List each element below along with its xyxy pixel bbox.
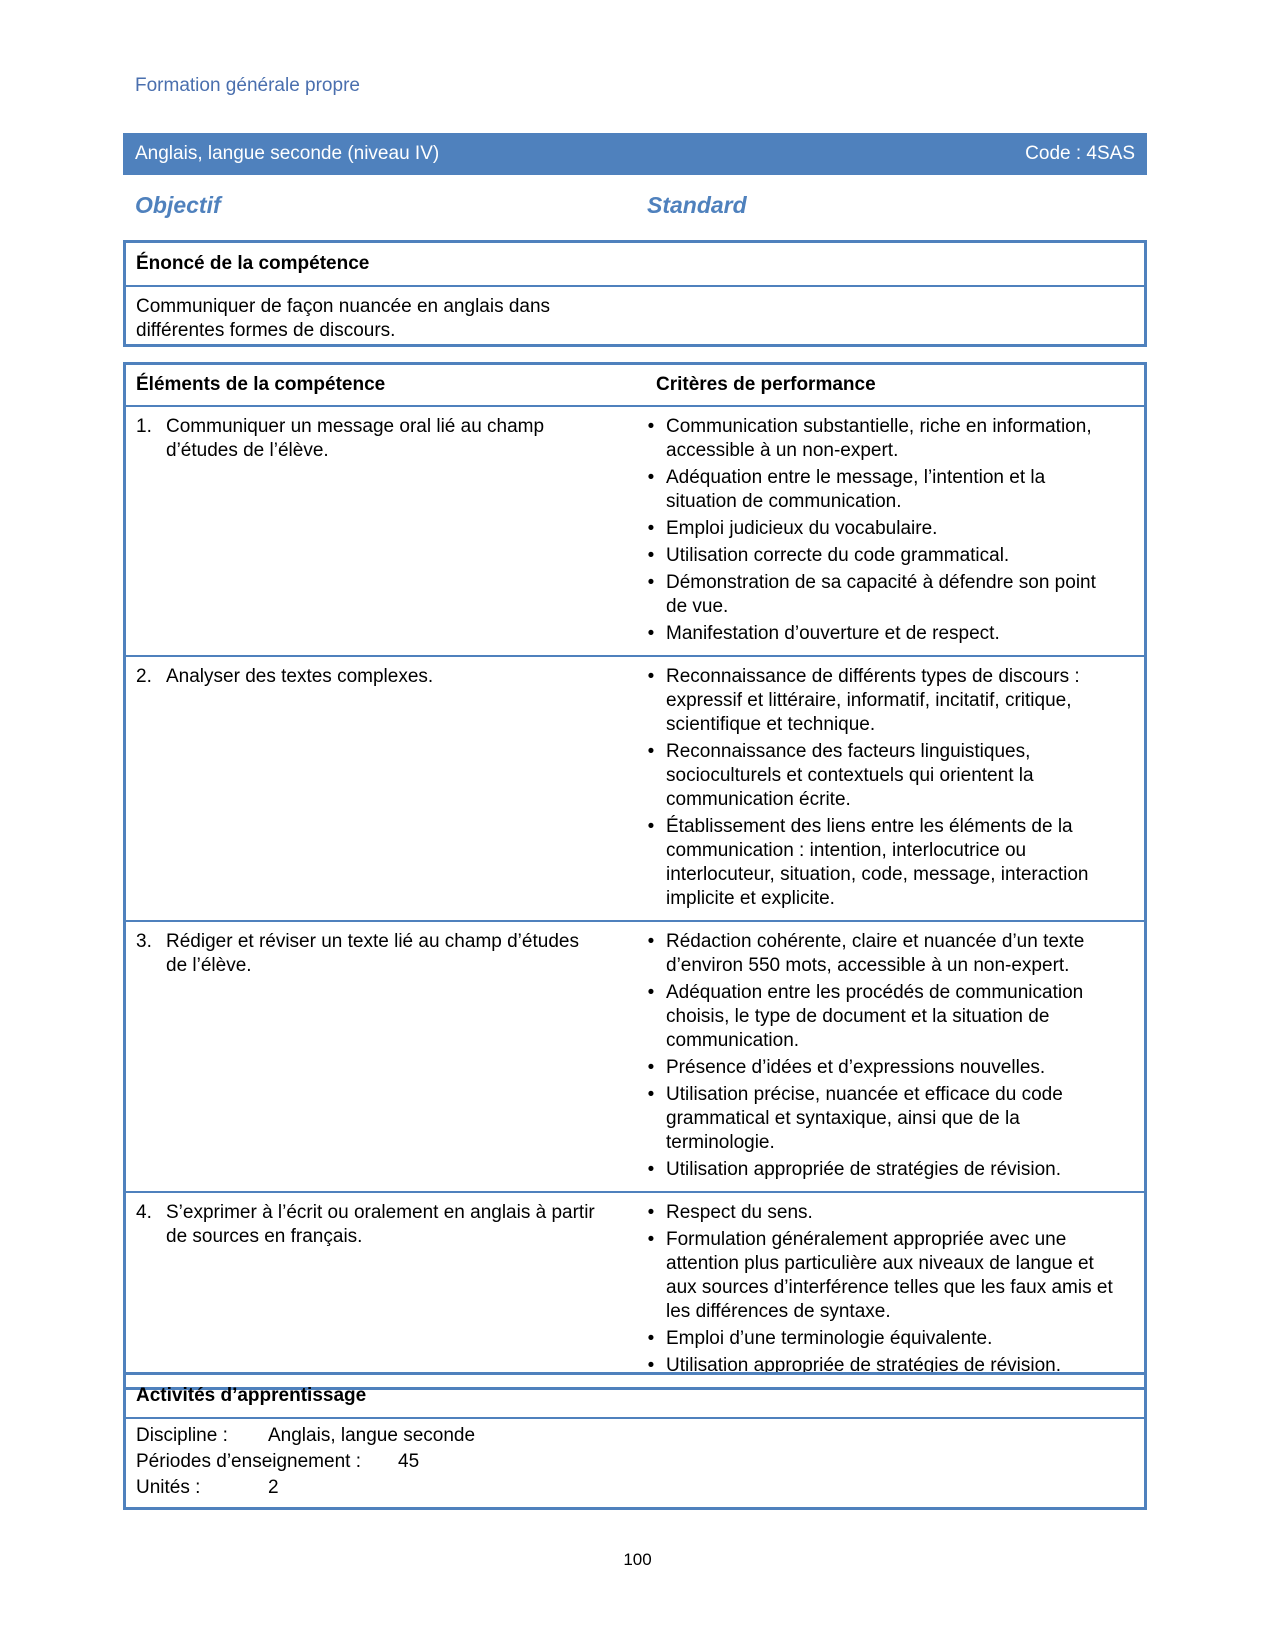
standard-heading: Standard (647, 192, 747, 218)
criteria-column-header: Critères de performance (656, 374, 876, 395)
discipline-value: Anglais, langue seconde (268, 1425, 476, 1446)
list-item (636, 665, 1136, 737)
bullet-icon: • (647, 1328, 655, 1349)
criterion-text: Utilisation correcte du code grammatical. (666, 545, 1010, 566)
element-number: 2. (136, 666, 152, 687)
list-item (636, 1201, 1136, 1225)
performance-criteria-list (636, 665, 1136, 914)
periods-line (126, 1449, 1144, 1475)
element-text: Communiquer un message oral lié au champ d’études de l’élève. (166, 416, 545, 461)
criterion-text: Adéquation entre le message, l’intention et la situation de communication. (666, 467, 1046, 512)
bullet-icon: • (647, 518, 655, 539)
list-item (636, 1327, 1136, 1351)
criterion-text: Utilisation précise, nuancée et efficace du code grammatical et syntaxique, ainsi que de la terminologie. (666, 1084, 1063, 1153)
periods-value: 45 (398, 1451, 420, 1472)
periods-label: Périodes d’enseignement : (136, 1451, 361, 1472)
discipline-label: Discipline : (136, 1425, 228, 1446)
competency-statement-text: Communiquer de façon nuancée en anglais dans différentes formes de discours. (136, 296, 551, 341)
competency-element (126, 1201, 636, 1381)
criterion-text: Communication substantielle, riche en information, accessible à un non-expert. (666, 416, 1092, 461)
document-section-label: Formation générale propre (135, 75, 360, 96)
elements-column-header: Éléments de la compétence (136, 374, 386, 395)
criterion-text: Reconnaissance des facteurs linguistiques, socioculturels et contextuels qui orientent la communication écrite. (666, 741, 1034, 810)
course-code: Code : 4SAS (1025, 143, 1135, 164)
criterion-text: Utilisation appropriée de stratégies de révision. (666, 1355, 1061, 1376)
criterion-text: Respect du sens. (666, 1202, 813, 1223)
table-row (126, 1193, 1144, 1387)
bullet-icon: • (647, 623, 655, 644)
bullet-icon: • (647, 1159, 655, 1180)
element-text: Rédiger et réviser un texte lié au champ d’études de l’élève. (166, 931, 579, 976)
course-title: Anglais, langue seconde (niveau IV) (135, 143, 440, 164)
bullet-icon: • (647, 1229, 655, 1250)
list-item (636, 622, 1136, 646)
bullet-icon: • (647, 666, 655, 687)
element-number: 1. (136, 416, 152, 437)
criterion-text: Emploi judicieux du vocabulaire. (666, 518, 938, 539)
discipline-line (126, 1423, 1144, 1449)
course-title-bar (123, 133, 1147, 175)
learning-activities-heading: Activités d’apprentissage (126, 1375, 1144, 1419)
units-line (126, 1475, 1144, 1501)
bullet-icon: • (647, 1202, 655, 1223)
criterion-text: Adéquation entre les procédés de communication choisis, le type de document et la situation de communication. (666, 982, 1084, 1051)
bullet-icon: • (647, 931, 655, 952)
list-item (636, 571, 1136, 619)
bullet-icon: • (647, 572, 655, 593)
criterion-text: Rédaction cohérente, claire et nuancée d’un texte d’environ 550 mots, accessible à un non-expert. (666, 931, 1085, 976)
performance-criteria-list (636, 930, 1136, 1185)
list-item (636, 544, 1136, 568)
objective-heading: Objectif (135, 192, 221, 218)
performance-criteria-list (636, 415, 1136, 649)
list-item (636, 466, 1136, 514)
list-item (636, 1228, 1136, 1324)
criterion-text: Emploi d’une terminologie équivalente. (666, 1328, 993, 1349)
element-text: Analyser des textes complexes. (166, 666, 434, 687)
competency-element (126, 930, 636, 1185)
bullet-icon: • (647, 816, 655, 837)
bullet-icon: • (647, 741, 655, 762)
element-text: S’exprimer à l’écrit ou oralement en anglais à partir de sources en français. (166, 1202, 595, 1247)
bullet-icon: • (647, 545, 655, 566)
competency-table (123, 362, 1147, 1390)
learning-activities-box (123, 1372, 1147, 1510)
criterion-text: Reconnaissance de différents types de discours : expressif et littéraire, informatif, incitatif, critique, scientifique et technique. (666, 666, 1080, 735)
list-item (636, 517, 1136, 541)
criterion-text: Formulation généralement appropriée avec une attention plus particulière aux niveaux de langue et aux sources d’interférence telles que les faux amis et les différences de syntaxe. (666, 1229, 1113, 1322)
page-number: 100 (623, 1550, 652, 1569)
performance-criteria-list (636, 1201, 1136, 1381)
list-item (636, 1056, 1136, 1080)
criterion-text: Présence d’idées et d’expressions nouvelles. (666, 1057, 1046, 1078)
element-number: 4. (136, 1202, 152, 1223)
table-row (126, 407, 1144, 657)
table-header (126, 365, 1144, 407)
list-item (636, 415, 1136, 463)
table-row (126, 922, 1144, 1193)
criterion-text: Utilisation appropriée de stratégies de révision. (666, 1159, 1061, 1180)
units-label: Unités : (136, 1477, 201, 1498)
list-item (636, 1083, 1136, 1155)
competency-statement-heading: Énoncé de la compétence (126, 243, 1144, 287)
list-item (636, 930, 1136, 978)
competency-statement-box (123, 240, 1147, 347)
bullet-icon: • (647, 467, 655, 488)
criterion-text: Manifestation d’ouverture et de respect. (666, 623, 1000, 644)
bullet-icon: • (647, 982, 655, 1003)
competency-element (126, 415, 636, 649)
list-item (636, 981, 1136, 1053)
competency-element (126, 665, 636, 914)
list-item (636, 815, 1136, 911)
list-item (636, 740, 1136, 812)
element-number: 3. (136, 931, 152, 952)
bullet-icon: • (647, 1355, 655, 1376)
bullet-icon: • (647, 416, 655, 437)
table-row (126, 657, 1144, 922)
criterion-text: Démonstration de sa capacité à défendre son point de vue. (666, 572, 1096, 617)
units-value: 2 (268, 1477, 279, 1498)
criterion-text: Établissement des liens entre les éléments de la communication : intention, interlocutrice ou interlocuteur, situation, code, message, interaction implicite et explicite. (666, 816, 1089, 909)
bullet-icon: • (647, 1084, 655, 1105)
list-item (636, 1158, 1136, 1182)
bullet-icon: • (647, 1057, 655, 1078)
